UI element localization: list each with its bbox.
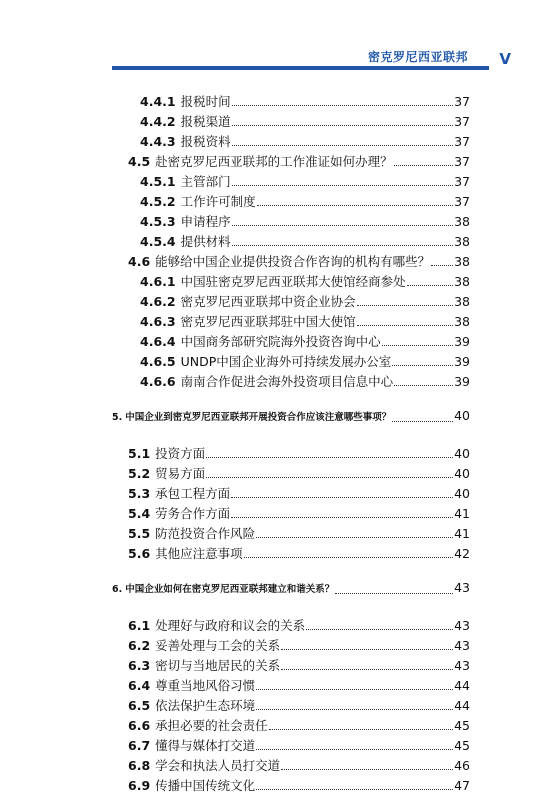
toc-entry-number: 4.4.3 bbox=[140, 134, 176, 149]
toc-entry-number: 6.9 bbox=[128, 778, 151, 793]
toc-entry[interactable] bbox=[112, 272, 470, 292]
toc-entry[interactable] bbox=[112, 172, 470, 192]
toc-entry-page: 44 bbox=[454, 678, 470, 693]
toc-entry-number: 6.2 bbox=[128, 638, 151, 653]
toc-entry-page: 37 bbox=[454, 134, 470, 149]
toc-entry-title: UNDP中国企业海外可持续发展办公室 bbox=[180, 354, 392, 369]
toc-entry-number: 4.6.5 bbox=[140, 354, 176, 369]
toc-dot-leader bbox=[231, 517, 453, 518]
toc-entry[interactable] bbox=[112, 332, 470, 352]
toc-entry-number: 6.6 bbox=[128, 718, 151, 733]
toc-entry[interactable] bbox=[112, 92, 470, 112]
toc-dot-leader bbox=[231, 497, 453, 498]
toc-dot-leader bbox=[256, 709, 453, 710]
toc-dot-leader bbox=[244, 557, 453, 558]
toc-entry-page: 39 bbox=[454, 334, 470, 349]
toc-entry-title: 其他应注意事项 bbox=[155, 546, 243, 561]
toc-entry-page: 43 bbox=[454, 658, 470, 673]
toc-entry-title: 中国驻密克罗尼西亚联邦大使馆经商参处 bbox=[180, 274, 406, 289]
toc-entry[interactable] bbox=[112, 464, 470, 484]
toc-entry-number: 5.1 bbox=[128, 446, 151, 461]
toc-dot-leader bbox=[357, 305, 453, 306]
toc-entry-number: 5. bbox=[112, 412, 123, 423]
toc-spacer bbox=[112, 392, 470, 408]
toc-entry-title: 主管部门 bbox=[180, 174, 231, 189]
toc-entry-title: 报税渠道 bbox=[180, 114, 231, 129]
toc-dot-leader bbox=[407, 285, 453, 286]
toc-entry[interactable] bbox=[112, 444, 470, 464]
toc-dot-leader bbox=[256, 749, 453, 750]
toc-entry-page: 45 bbox=[454, 718, 470, 733]
toc-entry-page: 38 bbox=[454, 214, 470, 229]
toc-entry-title: 处理好与政府和议会的关系 bbox=[155, 618, 306, 633]
toc-entry[interactable] bbox=[112, 524, 470, 544]
toc-dot-leader bbox=[257, 205, 453, 206]
table-of-contents bbox=[112, 92, 470, 796]
toc-entry-page: 46 bbox=[454, 758, 470, 773]
toc-entry-page: 39 bbox=[454, 354, 470, 369]
toc-entry-title: 懂得与媒体打交道 bbox=[155, 738, 256, 753]
toc-entry-title: 学会和执法人员打交道 bbox=[155, 758, 281, 773]
toc-entry-number: 5.6 bbox=[128, 546, 151, 561]
toc-spacer bbox=[112, 564, 470, 580]
toc-entry-title: 申请程序 bbox=[180, 214, 231, 229]
toc-entry-title: 传播中国传统文化 bbox=[155, 778, 256, 793]
toc-entry[interactable] bbox=[112, 132, 470, 152]
toc-dot-leader bbox=[206, 457, 453, 458]
toc-entry-number: 5.5 bbox=[128, 526, 151, 541]
toc-entry[interactable] bbox=[112, 504, 470, 524]
toc-dot-leader bbox=[232, 125, 453, 126]
toc-entry[interactable] bbox=[112, 112, 470, 132]
toc-entry-number: 6.1 bbox=[128, 618, 151, 633]
toc-entry-number: 4.4.1 bbox=[140, 94, 176, 109]
toc-entry-page: 44 bbox=[454, 698, 470, 713]
toc-entry-title: 密切与当地居民的关系 bbox=[155, 658, 281, 673]
toc-entry-page: 45 bbox=[454, 738, 470, 753]
toc-entry-page: 43 bbox=[454, 638, 470, 653]
toc-spacer bbox=[112, 428, 470, 444]
toc-entry[interactable] bbox=[112, 152, 470, 172]
toc-entry[interactable] bbox=[112, 372, 470, 392]
toc-dot-leader bbox=[232, 225, 453, 226]
toc-entry[interactable] bbox=[112, 232, 470, 252]
toc-entry-title: 工作许可制度 bbox=[180, 194, 256, 209]
toc-entry-number: 4.4.2 bbox=[140, 114, 176, 129]
toc-entry-title: 中国企业如何在密克罗尼西亚联邦建立和谐关系？ bbox=[125, 584, 335, 595]
toc-dot-leader bbox=[232, 145, 453, 146]
toc-entry-page: 37 bbox=[454, 174, 470, 189]
toc-entry[interactable] bbox=[112, 312, 470, 332]
toc-entry-page: 38 bbox=[454, 254, 470, 269]
toc-entry-page: 37 bbox=[454, 154, 470, 169]
toc-entry[interactable] bbox=[112, 636, 470, 656]
toc-dot-leader bbox=[232, 245, 453, 246]
toc-entry-number: 4.5.2 bbox=[140, 194, 176, 209]
toc-entry-number: 5.4 bbox=[128, 506, 151, 521]
toc-entry-page: 40 bbox=[454, 408, 470, 423]
toc-entry-title: 劳务合作方面 bbox=[155, 506, 231, 521]
toc-entry-title: 赴密克罗尼西亚联邦的工作准证如何办理？ bbox=[155, 154, 393, 169]
toc-dot-leader bbox=[256, 689, 453, 690]
toc-entry-number: 6.4 bbox=[128, 678, 151, 693]
toc-dot-leader bbox=[382, 345, 453, 346]
toc-entry-number: 4.5.4 bbox=[140, 234, 176, 249]
toc-entry-title: 承包工程方面 bbox=[155, 486, 231, 501]
toc-entry-number: 4.6.1 bbox=[140, 274, 176, 289]
toc-spacer bbox=[112, 600, 470, 616]
toc-entry-page: 41 bbox=[454, 506, 470, 521]
toc-entry-page: 40 bbox=[454, 486, 470, 501]
toc-entry-number: 4.6.6 bbox=[140, 374, 176, 389]
toc-entry[interactable] bbox=[112, 776, 470, 796]
toc-entry[interactable] bbox=[112, 212, 470, 232]
toc-entry-title: 投资方面 bbox=[155, 446, 206, 461]
toc-dot-leader bbox=[392, 421, 453, 422]
toc-entry[interactable] bbox=[112, 756, 470, 776]
toc-dot-leader bbox=[306, 629, 453, 630]
toc-entry-page: 38 bbox=[454, 294, 470, 309]
toc-dot-leader bbox=[392, 365, 453, 366]
toc-entry[interactable] bbox=[112, 656, 470, 676]
toc-entry-title: 提供材料 bbox=[180, 234, 231, 249]
toc-entry-number: 4.6 bbox=[128, 254, 151, 269]
toc-entry-title: 密克罗尼西亚联邦中资企业协会 bbox=[180, 294, 356, 309]
toc-entry-page: 40 bbox=[454, 446, 470, 461]
toc-entry-title: 妥善处理与工会的关系 bbox=[155, 638, 281, 653]
toc-entry-number: 6.3 bbox=[128, 658, 151, 673]
toc-dot-leader bbox=[232, 105, 453, 106]
toc-entry[interactable] bbox=[112, 192, 470, 212]
toc-entry-title: 报税资料 bbox=[180, 134, 231, 149]
toc-dot-leader bbox=[394, 165, 453, 166]
toc-dot-leader bbox=[232, 185, 453, 186]
toc-entry[interactable] bbox=[112, 676, 470, 696]
toc-entry-title: 依法保护生态环境 bbox=[155, 698, 256, 713]
toc-entry-page: 42 bbox=[454, 546, 470, 561]
toc-dot-leader bbox=[206, 477, 453, 478]
toc-entry-page: 38 bbox=[454, 314, 470, 329]
toc-entry[interactable] bbox=[112, 736, 470, 756]
toc-entry-number: 6.8 bbox=[128, 758, 151, 773]
toc-entry[interactable] bbox=[112, 716, 470, 736]
toc-entry[interactable] bbox=[112, 696, 470, 716]
running-header-title: 密克罗尼西亚联邦 bbox=[367, 50, 468, 64]
toc-entry-number: 4.5.3 bbox=[140, 214, 176, 229]
toc-entry-number: 6.5 bbox=[128, 698, 151, 713]
toc-dot-leader bbox=[335, 593, 453, 594]
toc-entry-number: 6. bbox=[112, 584, 123, 595]
toc-entry-title: 中国商务部研究院海外投资咨询中心 bbox=[180, 334, 381, 349]
toc-entry-page: 47 bbox=[454, 778, 470, 793]
toc-entry-page: 37 bbox=[454, 94, 470, 109]
toc-chapter-entry[interactable] bbox=[112, 580, 470, 600]
toc-entry-page: 43 bbox=[454, 618, 470, 633]
toc-dot-leader bbox=[281, 769, 453, 770]
toc-entry-title: 承担必要的社会责任 bbox=[155, 718, 268, 733]
toc-entry-title: 贸易方面 bbox=[155, 466, 206, 481]
toc-entry-page: 38 bbox=[454, 234, 470, 249]
toc-entry[interactable] bbox=[112, 616, 470, 636]
toc-dot-leader bbox=[281, 649, 453, 650]
toc-entry-number: 4.6.3 bbox=[140, 314, 176, 329]
toc-entry-title: 防范投资合作风险 bbox=[155, 526, 256, 541]
toc-dot-leader bbox=[256, 789, 453, 790]
toc-entry-title: 能够给中国企业提供投资合作咨询的机构有哪些？ bbox=[155, 254, 431, 269]
toc-dot-leader bbox=[357, 325, 453, 326]
toc-entry-title: 报税时间 bbox=[180, 94, 231, 109]
toc-entry[interactable] bbox=[112, 252, 470, 272]
toc-dot-leader bbox=[256, 537, 453, 538]
toc-dot-leader bbox=[394, 385, 453, 386]
page-number: V bbox=[499, 50, 511, 68]
toc-entry-number: 6.7 bbox=[128, 738, 151, 753]
toc-entry-title: 中国企业到密克罗尼西亚联邦开展投资合作应该注意哪些事项？ bbox=[125, 412, 392, 423]
toc-entry-number: 5.2 bbox=[128, 466, 151, 481]
toc-entry-page: 38 bbox=[454, 274, 470, 289]
toc-entry-page: 37 bbox=[454, 114, 470, 129]
toc-entry-number: 4.6.4 bbox=[140, 334, 176, 349]
toc-entry[interactable] bbox=[112, 352, 470, 372]
toc-dot-leader bbox=[431, 265, 453, 266]
toc-entry-number: 4.5 bbox=[128, 154, 151, 169]
toc-entry-number: 4.5.1 bbox=[140, 174, 176, 189]
toc-entry[interactable] bbox=[112, 484, 470, 504]
toc-entry-title: 密克罗尼西亚联邦驻中国大使馆 bbox=[180, 314, 356, 329]
toc-entry-page: 43 bbox=[454, 580, 470, 595]
toc-entry-number: 4.6.2 bbox=[140, 294, 176, 309]
toc-chapter-entry[interactable] bbox=[112, 408, 470, 428]
toc-entry-number: 5.3 bbox=[128, 486, 151, 501]
toc-dot-leader bbox=[281, 669, 453, 670]
toc-entry-page: 39 bbox=[454, 374, 470, 389]
toc-dot-leader bbox=[269, 729, 453, 730]
toc-entry-page: 41 bbox=[454, 526, 470, 541]
toc-entry[interactable] bbox=[112, 544, 470, 564]
toc-entry-title: 尊重当地风俗习惯 bbox=[155, 678, 256, 693]
toc-entry-title: 南南合作促进会海外投资项目信息中心 bbox=[180, 374, 394, 389]
toc-entry-page: 40 bbox=[454, 466, 470, 481]
toc-entry[interactable] bbox=[112, 292, 470, 312]
toc-entry-page: 37 bbox=[454, 194, 470, 209]
header-rule bbox=[112, 66, 489, 70]
